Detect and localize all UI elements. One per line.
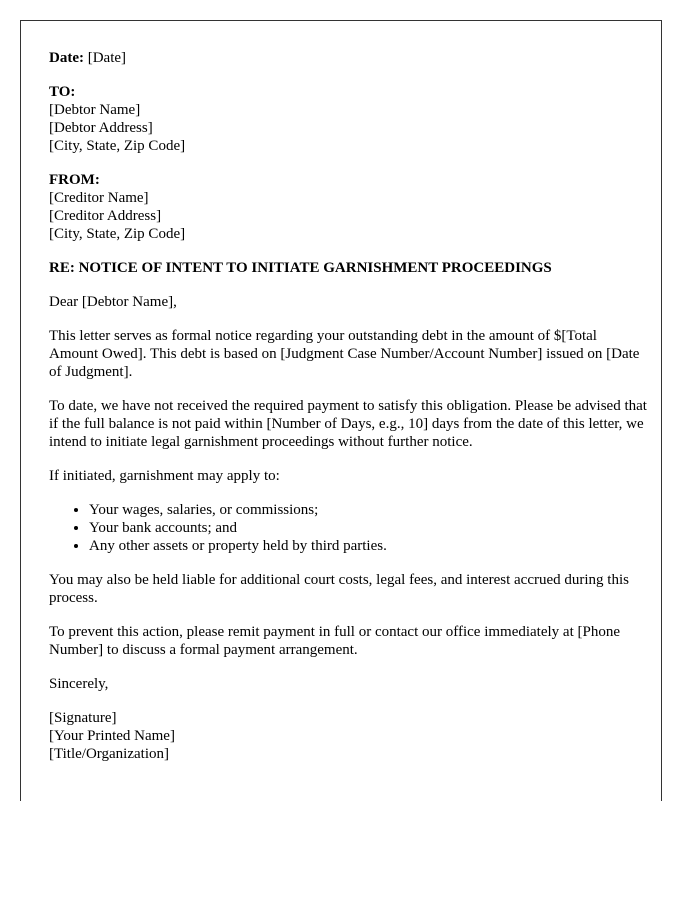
debtor-name: [Debtor Name]: [49, 102, 141, 118]
list-item: • Your bank accounts; and: [89, 519, 648, 537]
letter-page: [20, 20, 662, 801]
creditor-name: [Creditor Name]: [49, 190, 149, 206]
list-item: • Your wages, salaries, or commissions;: [89, 501, 648, 519]
title-organization: [Title/Organization]: [49, 746, 169, 762]
closing: Sincerely,: [49, 676, 109, 692]
printed-name: [Your Printed Name]: [49, 728, 175, 744]
garnishment-list: [49, 501, 648, 555]
debtor-address: [Debtor Address]: [49, 120, 153, 136]
from-label: FROM:: [49, 172, 100, 188]
subject-line: [49, 259, 648, 277]
date-label: Date:: [49, 50, 84, 66]
date-value: [Date]: [87, 50, 127, 66]
paragraph-garnishment: If initiated, garnishment may apply to:: [49, 468, 280, 484]
debtor-city: [City, State, Zip Code]: [49, 138, 186, 154]
to-label: TO:: [49, 84, 76, 100]
subject-text: RE: NOTICE OF INTENT TO INITIATE GARNISHMENT PROCEEDINGS: [49, 260, 552, 276]
recipient-block: [49, 83, 648, 155]
sender-block: [49, 171, 648, 243]
salutation: Dear [Debtor Name],: [49, 294, 177, 310]
list-item: • Any other assets or property held by third parties.: [89, 537, 648, 555]
paragraph-contact: To prevent this action, please remit payment in full or contact our office immediately at [Phone Number] to discuss a formal payment arrangement.: [49, 624, 620, 658]
creditor-address: [Creditor Address]: [49, 208, 162, 224]
signature: [Signature]: [49, 710, 117, 726]
paragraph-liability: You may also be held liable for additional court costs, legal fees, and interest accrued during this process.: [49, 572, 629, 606]
creditor-city: [City, State, Zip Code]: [49, 226, 186, 242]
paragraph-debt: This letter serves as formal notice regarding your outstanding debt in the amount of $[Total Amount Owed]. This debt is based on [Judgment Case Number/Account Number] issued on [Date of Judgment].: [49, 328, 640, 380]
date-line: [49, 49, 648, 67]
signature-block: [49, 709, 648, 763]
paragraph-notice: To date, we have not received the required payment to satisfy this obligation. Please be advised that if the full balance is not paid within [Number of Days, e.g., 10] days from the date of this letter, we intend to initiate legal garnishment proceedings without further notice.: [49, 398, 647, 450]
